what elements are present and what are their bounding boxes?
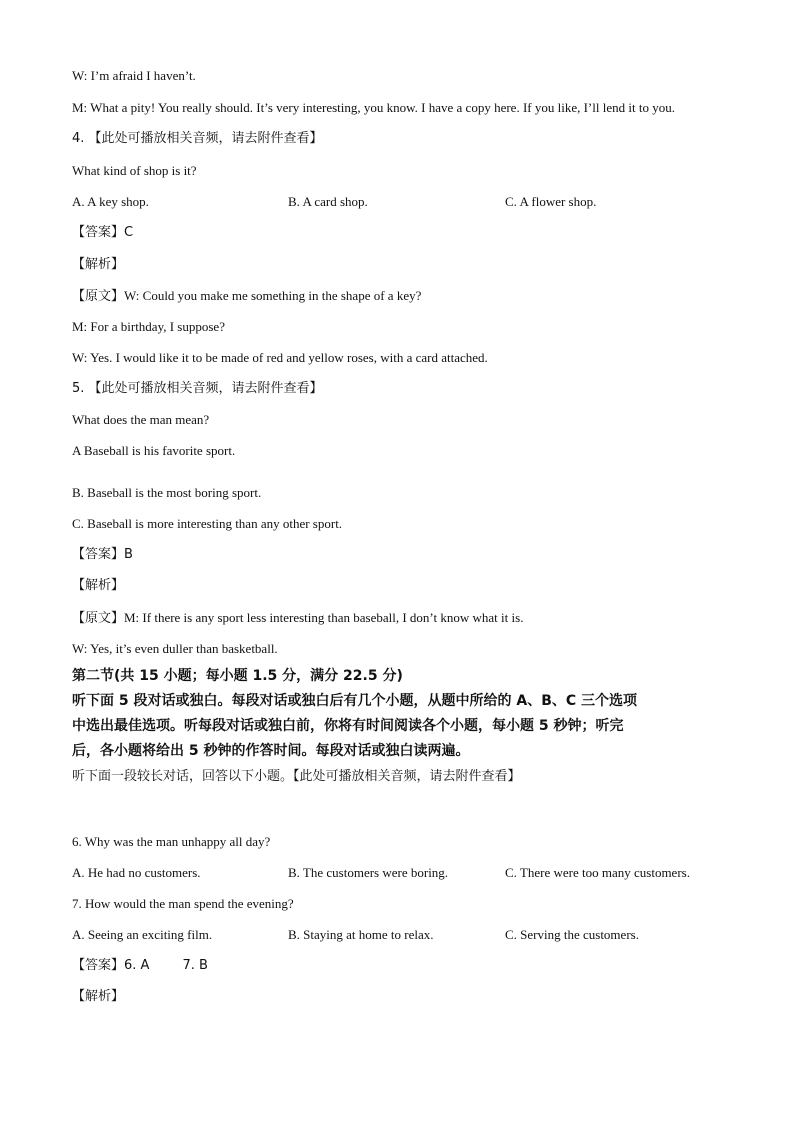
question-5-header: 5. 【此处可播放相关音频，请去附件查看】 bbox=[72, 381, 323, 396]
question-4-answer: 【答案】C bbox=[72, 225, 134, 240]
question-5-transcript-w: W: Yes, it’s even duller than basketball. bbox=[72, 641, 278, 656]
question-5-option-b: B. Baseball is the most boring sport. bbox=[72, 485, 262, 500]
question-4-option-b: B. A card shop. bbox=[288, 194, 368, 209]
question-4-text: What kind of shop is it? bbox=[72, 163, 197, 178]
question-4-option-c: C. A flower shop. bbox=[505, 194, 597, 209]
question-4-transcript-w: W: Yes. I would like it to be made of red and yellow roses, with a card attached. bbox=[72, 350, 488, 365]
section-2-instructions-1: 听下面 5 段对话或独白。每段对话或独白后有几个小题，从题中所给的 A、B、C 三个选项 bbox=[72, 693, 638, 709]
question-4-transcript: 【原文】W: Could you make me something in the shape of a key? bbox=[72, 288, 422, 303]
section-2-title: 第二节(共 15 小题；每小题 1.5 分，满分 22.5 分) bbox=[72, 668, 403, 684]
question-7-option-b: B. Staying at home to relax. bbox=[288, 927, 434, 942]
section-2-instructions-2: 中选出最佳选项。听每段对话或独白前，你将有时间阅读各个小题，每小题 5 秒钟；听完 bbox=[72, 718, 624, 734]
question-4-transcript-m: M: For a birthday, I suppose? bbox=[72, 319, 225, 334]
section-2-intro: 听下面一段较长对话，回答以下小题。【此处可播放相关音频，请去附件查看】 bbox=[72, 769, 521, 784]
question-6-text: 6. Why was the man unhappy all day? bbox=[72, 834, 271, 849]
question-7-text: 7. How would the man spend the evening? bbox=[72, 896, 294, 911]
question-5-answer: 【答案】B bbox=[72, 547, 133, 562]
question-6-option-b: B. The customers were boring. bbox=[288, 865, 449, 880]
question-7-option-a: A. Seeing an exciting film. bbox=[72, 927, 213, 942]
question-7-option-c: C. Serving the customers. bbox=[505, 927, 639, 942]
question-6-option-c: C. There were too many customers. bbox=[505, 865, 690, 880]
dialogue-line-m-pity: M: What a pity! You really should. It’s very interesting, you know. I have a copy here. If you like, I’ll lend it to you. bbox=[72, 100, 675, 115]
dialogue-line-w-afraid: W: I’m afraid I haven’t. bbox=[72, 68, 196, 83]
question-4-header: 4. 【此处可播放相关音频，请去附件查看】 bbox=[72, 131, 323, 146]
question-5-option-c: C. Baseball is more interesting than any other sport. bbox=[72, 516, 343, 531]
question-5-transcript: 【原文】M: If there is any sport less interesting than baseball, I don’t know what it is. bbox=[72, 610, 524, 625]
section-2-instructions-3: 后，各小题将给出 5 秒钟的作答时间。每段对话或独白读两遍。 bbox=[72, 743, 470, 759]
question-5-analysis-label: 【解析】 bbox=[72, 578, 125, 593]
question-4-option-a: A. A key shop. bbox=[72, 194, 149, 209]
questions-6-7-analysis-label: 【解析】 bbox=[72, 989, 125, 1004]
question-5-option-a: A Baseball is his favorite sport. bbox=[72, 443, 236, 458]
question-6-option-a: A. He had no customers. bbox=[72, 865, 201, 880]
question-4-analysis-label: 【解析】 bbox=[72, 257, 125, 272]
question-5-text: What does the man mean? bbox=[72, 412, 210, 427]
questions-6-7-answer: 【答案】6. A 7. B bbox=[72, 958, 208, 973]
